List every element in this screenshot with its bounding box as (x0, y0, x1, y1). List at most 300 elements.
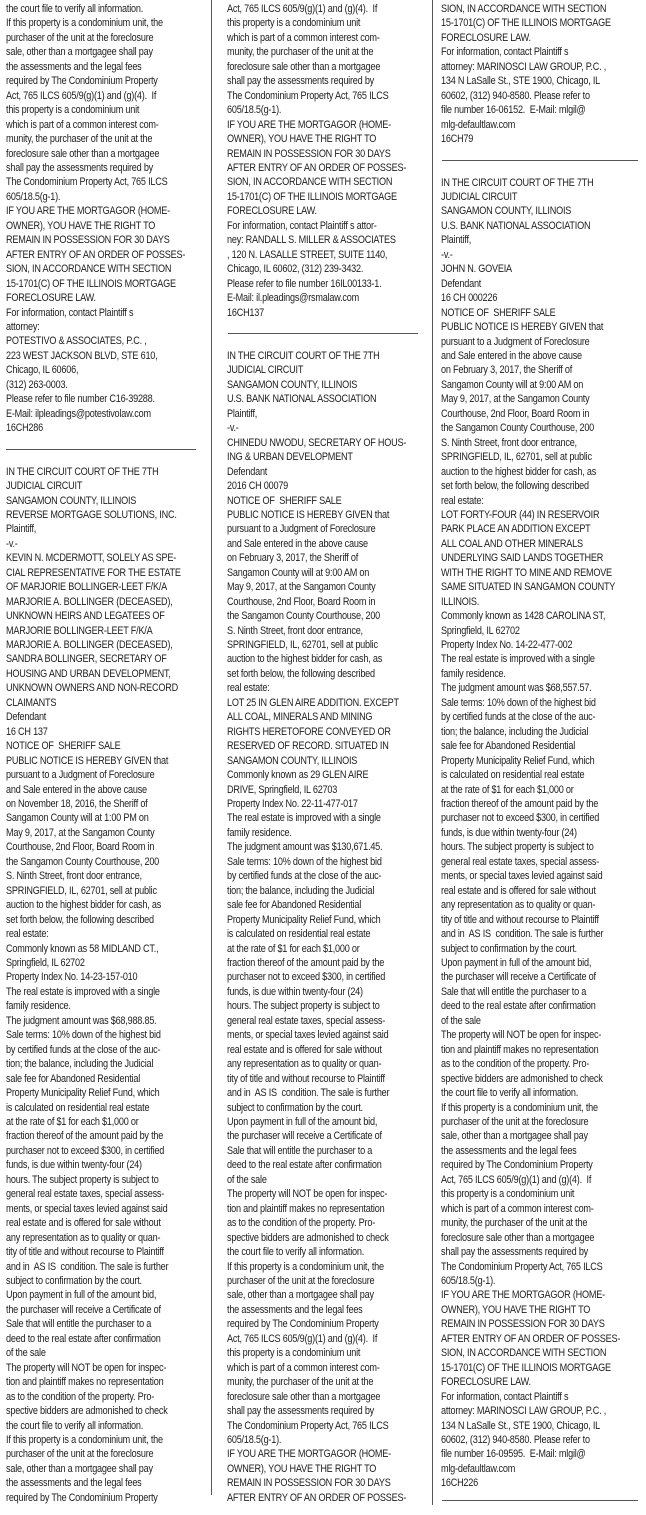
text-line: The Condominium Property Act, 765 ILCS (227, 89, 389, 102)
text-line: Chicago, IL 60602, (312) 239-3432. (227, 263, 364, 276)
text-line: the assessments and the legal fees (227, 1303, 363, 1316)
text-line: is calculated on residential real estate (441, 769, 585, 782)
text-line: and in AS IS condition. The sale is further (227, 1087, 390, 1100)
text-line: Sangamon County will at 9:00 AM on (227, 566, 370, 579)
text-line: For information, contact Plaintiff s attor- (227, 219, 377, 232)
text-line: shall pay the assessments required by (227, 1405, 375, 1418)
text-line: The judgment amount was $130,671.45. (227, 841, 383, 854)
text-line: OF MARJORIE BOLLINGER-LEET F/K/A (6, 581, 168, 594)
text-line: purchaser of the unit at the foreclosure (441, 1115, 589, 1128)
text-line: this property is a condominium unit (441, 1188, 575, 1201)
text-line: of the sale (441, 1014, 481, 1027)
text-line: set forth below, the following described (227, 667, 375, 680)
text-line: deed to the real estate after confirmation (441, 1000, 596, 1013)
text-line: Chicago, IL 60606, (6, 364, 79, 377)
text-line: Courthouse, 2nd Floor, Board Room in (441, 407, 590, 420)
text-line: required by The Condominium Property (441, 1159, 593, 1172)
column-divider (432, 0, 433, 1505)
text-line: REMAIN IN POSSESSION FOR 30 DAYS (441, 1318, 605, 1331)
text-line: Sale terms: 10% down of the highest bid (441, 696, 596, 709)
text-line: Property Index No. 22-11-477-017 (227, 798, 358, 811)
text-line: which is part of a common interest com- (227, 31, 380, 44)
legal-notice (441, 176, 639, 1491)
text-line: -v.- (227, 422, 239, 435)
text-line: Sale that will entitle the purchaser to a (227, 1144, 373, 1157)
text-line: hours. The subject property is subject to (441, 841, 594, 854)
text-line: sale fee for Abandoned Residential (227, 899, 362, 912)
text-line: S. Ninth Street, front door entrance, (6, 870, 142, 883)
text-line: hours. The subject property is subject to (227, 1000, 380, 1013)
text-line: is calculated on residential real estate (6, 1101, 150, 1114)
text-line: on February 3, 2017, the Sheriff of (441, 364, 573, 377)
text-line: attorney: (6, 320, 40, 333)
text-line: sale, other than a mortgagee shall pay (6, 1462, 153, 1475)
text-line: OWNER), YOU HAVE THE RIGHT TO (441, 1303, 591, 1316)
text-line: SAME SITUATED IN SANGAMON COUNTY (441, 581, 616, 594)
text-line: ments, or special taxes levied against said (227, 1029, 389, 1042)
text-line: subject to confirmation by the court. (441, 942, 577, 955)
text-line: tion and plaintiff makes no representation (441, 1043, 599, 1056)
text-line: Courthouse, 2nd Floor, Board Room in (227, 595, 376, 608)
text-line: munity, the purchaser of the unit at the (227, 46, 374, 59)
text-line: any representation as to quality or quan- (6, 1231, 161, 1244)
text-line: REVERSE MORTGAGE SOLUTIONS, INC. (6, 508, 177, 521)
text-line: NOTICE OF SHERIFF SALE (6, 740, 121, 753)
text-line: as to the condition of the property. Pro- (227, 1217, 376, 1230)
text-line: WITH THE RIGHT TO MINE AND REMOVE (441, 566, 612, 579)
text-line: Act, 765 ILCS 605/9(g)(1) and (g)(4). If (6, 89, 157, 102)
text-line: REMAIN IN POSSESSION FOR 30 DAYS (6, 234, 170, 247)
text-line: RESERVED OF RECORD. SITUATED IN (227, 740, 389, 753)
text-line: this property is a condominium unit (227, 17, 361, 30)
text-line: The real estate is improved with a single (441, 653, 595, 666)
text-line: of the sale (6, 1347, 46, 1360)
text-line: OWNER), YOU HAVE THE RIGHT TO (227, 133, 377, 146)
text-line: and in AS IS condition. The sale is further (441, 928, 604, 941)
text-line: REMAIN IN POSSESSION FOR 30 DAYS (227, 1477, 391, 1490)
text-line: sale, other than a mortgagee shall pay (6, 46, 153, 59)
text-line: The real estate is improved with a single (227, 812, 381, 825)
text-line: which is part of a common interest com- (441, 1202, 594, 1215)
text-line: REMAIN IN POSSESSION FOR 30 DAYS (227, 147, 391, 160)
text-line: For information, contact Plaintiff s (6, 306, 134, 319)
text-line: required by The Condominium Property (227, 1318, 379, 1331)
text-line: ILLINOIS. (441, 595, 480, 608)
text-line: purchaser not to exceed $300, in certified (227, 971, 386, 984)
text-line: If this property is a condominium unit, the (227, 1260, 384, 1273)
text-line: The judgment amount was $68,988.85. (6, 1014, 157, 1027)
text-line: NOTICE OF SHERIFF SALE (441, 306, 556, 319)
column-divider (211, 0, 212, 1495)
text-line: AFTER ENTRY OF AN ORDER OF POSSES- (6, 248, 186, 261)
text-line: Property Index No. 14-23-157-010 (6, 971, 138, 984)
text-line: pursuant to a Judgment of Foreclosure (227, 523, 376, 536)
text-line: tion; the balance, including the Judicial (441, 725, 589, 738)
text-line: For information, contact Plaintiff s (441, 46, 569, 59)
text-line: May 9, 2017, at the Sangamon County (441, 393, 590, 406)
text-line: shall pay the assessments required by (227, 75, 375, 88)
text-line: 605/18.5(g-1). (441, 1274, 496, 1287)
text-line: SANGAMON COUNTY, ILLINOIS (6, 494, 137, 507)
text-line: fraction thereof of the amount paid by the (6, 1130, 164, 1143)
text-line: IF YOU ARE THE MORTGAGOR (HOME- (441, 1289, 605, 1302)
text-line: SION, IN ACCORDANCE WITH SECTION (227, 176, 393, 189)
text-line: SPRINGFIELD, IL, 62701, sell at public (6, 884, 157, 897)
text-line: ments, or special taxes levied against said (6, 1202, 168, 1215)
text-line: fraction thereof of the amount paid by the (227, 957, 385, 969)
text-line: U.S. BANK NATIONAL ASSOCIATION (441, 219, 591, 232)
text-line: SION, IN ACCORDANCE WITH SECTION (441, 3, 607, 15)
text-line: Sale that will entitle the purchaser to a (6, 1318, 152, 1331)
text-line: which is part of a common interest com- (227, 1361, 380, 1374)
text-line: tion and plaintiff makes no representation (6, 1376, 164, 1389)
text-line: munity, the purchaser of the unit at the (6, 133, 153, 146)
text-line: family residence. (227, 826, 292, 839)
text-line: munity, the purchaser of the unit at the (441, 1217, 588, 1230)
text-line: file number 16-09595. E-Mail: mlgil@ (441, 1448, 586, 1461)
text-line: 605/18.5(g-1). (227, 1433, 282, 1446)
text-line: , 120 N. LASALLE STREET, SUITE 1140, (227, 248, 388, 261)
text-line: The Condominium Property Act, 765 ILCS (227, 1419, 389, 1432)
text-line: FORECLOSURE LAW. (227, 205, 317, 218)
text-line: Springfield, IL 62702 (441, 624, 520, 637)
text-line: Sale terms: 10% down of the highest bid (227, 855, 382, 868)
text-line: IF YOU ARE THE MORTGAGOR (HOME- (6, 205, 170, 218)
text-line: FORECLOSURE LAW. (441, 31, 531, 44)
text-line: subject to confirmation by the court. (227, 1101, 363, 1114)
text-line: Act, 765 ILCS 605/9(g)(1) and (g)(4). If (227, 3, 378, 15)
text-line: tity of title and without recourse to Plaintiff (6, 1246, 164, 1259)
notice-continuation (6, 2, 199, 436)
text-line: IF YOU ARE THE MORTGAGOR (HOME- (227, 118, 391, 131)
text-line: the purchaser will receive a Certificate of (441, 971, 596, 984)
text-line: E-Mail: il.pleadings@rsmalaw.com (227, 292, 359, 305)
text-line: and Sale entered in the above cause (6, 783, 147, 796)
text-line: auction to the highest bidder for cash, as (441, 465, 597, 478)
text-line: real estate: (227, 682, 270, 695)
text-line: ments, or special taxes levied against said (441, 870, 603, 883)
text-line: auction to the highest bidder for cash, as (227, 653, 383, 666)
text-line: PARK PLACE AN ADDITION EXCEPT (441, 523, 591, 536)
text-line: the assessments and the legal fees (6, 60, 142, 73)
text-line: any representation as to quality or quan- (227, 1058, 382, 1071)
text-line: Upon payment in full of the amount bid, (441, 957, 592, 969)
text-line: PUBLIC NOTICE IS HEREBY GIVEN that (227, 508, 390, 521)
text-line: Defendant (227, 465, 268, 478)
text-line: RIGHTS HERETOFORE CONVEYED OR (227, 725, 391, 738)
text-line: tion; the balance, including the Judicial (6, 1058, 154, 1071)
text-line: -v.- (6, 537, 18, 550)
text-line: the court file to verify all information. (6, 1419, 144, 1432)
text-line: the assessments and the legal fees (441, 1144, 577, 1157)
text-line: by certified funds at the close of the auc- (227, 870, 382, 883)
text-line: 2016 CH 00079 (227, 480, 289, 493)
text-line: Act, 765 ILCS 605/9(g)(1) and (g)(4). If (441, 1173, 592, 1186)
text-line: funds, is due within twenty-four (24) (227, 985, 363, 998)
text-line: UNDERLYING SAID LANDS TOGETHER (441, 552, 604, 565)
text-line: Property Index No. 14-22-477-002 (441, 639, 573, 652)
text-line: 16CH137 (227, 306, 264, 319)
text-line: CLAIMANTS (6, 696, 57, 709)
text-line: SPRINGFIELD, IL, 62701, sell at public (227, 639, 378, 652)
text-line: 15-1701(C) OF THE ILLINOIS MORTGAGE (441, 1361, 611, 1374)
text-line: general real estate taxes, special assess- (441, 855, 600, 868)
text-line: is calculated on residential real estate (227, 928, 371, 941)
text-line: The property will NOT be open for inspec- (227, 1188, 388, 1201)
text-line: the assessments and the legal fees (6, 1477, 142, 1490)
text-line: deed to the real estate after confirmation (6, 1332, 161, 1345)
column-2 (227, 2, 420, 1515)
text-line: the purchaser will receive a Certificate of (6, 1303, 161, 1316)
text-line: real estate and is offered for sale without (6, 1217, 161, 1230)
text-line: foreclosure sale other than a mortgagee (441, 1231, 595, 1244)
text-line: on February 3, 2017, the Sheriff of (227, 552, 359, 565)
text-line: IN THE CIRCUIT COURT OF THE 7TH (6, 465, 159, 478)
text-line: tion; the balance, including the Judicial (227, 884, 375, 897)
text-line: IF YOU ARE THE MORTGAGOR (HOME- (227, 1448, 391, 1461)
text-line: general real estate taxes, special assess- (227, 1014, 386, 1027)
text-line: SANGAMON COUNTY, ILLINOIS (441, 205, 572, 218)
text-line: the court file to verify all information. (227, 1246, 365, 1259)
text-line: tity of title and without recourse to Plaintiff (441, 913, 599, 926)
text-line: attorney: MARINOSCI LAW GROUP, P.C. , (441, 60, 607, 73)
text-line: CHINEDU NWODU, SECRETARY OF HOUS- (227, 436, 407, 449)
text-line: Property Municipality Relief Fund, which (441, 754, 595, 767)
text-line: purchaser of the unit at the foreclosure (6, 1448, 154, 1461)
text-line: as to the condition of the property. Pro- (6, 1390, 155, 1403)
text-line: Sale terms: 10% down of the highest bid (6, 1029, 161, 1042)
text-line: foreclosure sale other than a mortgagee (227, 1390, 381, 1403)
text-line: Plaintiff, (441, 234, 472, 247)
text-line: -v.- (441, 248, 453, 261)
text-line: May 9, 2017, at the Sangamon County (6, 826, 155, 839)
text-line: general real estate taxes, special assess- (6, 1188, 165, 1201)
text-line: 223 WEST JACKSON BLVD, STE 610, (6, 349, 158, 362)
text-line: the court file to verify all information. (441, 1087, 579, 1100)
text-line: The property will NOT be open for inspec- (6, 1361, 167, 1374)
text-line: The real estate is improved with a single (6, 985, 160, 998)
text-line: real estate and is offered for sale without (441, 884, 596, 897)
text-line: the purchaser will receive a Certificate of (227, 1130, 382, 1143)
text-line: and in AS IS condition. The sale is further (6, 1260, 169, 1273)
text-line: at the rate of $1 for each $1,000 or (227, 942, 360, 955)
text-line: 16 CH 137 (6, 725, 48, 738)
text-line: munity, the purchaser of the unit at the (227, 1376, 374, 1389)
text-line: FORECLOSURE LAW. (6, 292, 96, 305)
text-line: required by The Condominium Property (6, 1491, 158, 1504)
text-line: PUBLIC NOTICE IS HEREBY GIVEN that (6, 754, 169, 767)
text-line: IN THE CIRCUIT COURT OF THE 7TH (227, 349, 380, 362)
text-line: LOT 25 IN GLEN AIRE ADDITION. EXCEPT (227, 696, 399, 709)
text-line: UNKNOWN OWNERS AND NON-RECORD (6, 682, 178, 695)
text-line: The property will NOT be open for inspec- (441, 1029, 602, 1042)
text-line: Upon payment in full of the amount bid, (6, 1289, 157, 1302)
text-line: on November 18, 2016, the Sheriff of (6, 798, 148, 811)
text-line: and Sale entered in the above cause (227, 537, 368, 550)
text-line: (312) 263-0003. (6, 378, 68, 391)
text-line: sale fee for Abandoned Residential (441, 740, 576, 753)
text-line: NOTICE OF SHERIFF SALE (227, 494, 342, 507)
text-line: spective bidders are admonished to check (441, 1072, 603, 1085)
text-line: Property Municipality Relief Fund, which (6, 1087, 160, 1100)
text-line: U.S. BANK NATIONAL ASSOCIATION (227, 393, 377, 406)
legal-notice (6, 465, 199, 1506)
text-line: Sale that will entitle the purchaser to a (441, 985, 587, 998)
text-line: tity of title and without recourse to Plaintiff (227, 1072, 385, 1085)
text-line: tion and plaintiff makes no representation (227, 1202, 385, 1215)
text-line: deed to the real estate after confirmation (227, 1159, 382, 1172)
text-line: real estate: (6, 928, 49, 941)
text-line: foreclosure sale other than a mortgagee (6, 147, 160, 160)
text-line: purchaser not to exceed $300, in certified (6, 1144, 165, 1157)
text-line: shall pay the assessments required by (6, 161, 154, 174)
text-line: 605/18.5(g-1). (6, 190, 61, 203)
text-line: 15-1701(C) OF THE ILLINOIS MORTGAGE (6, 277, 176, 290)
text-line: SANGAMON COUNTY, ILLINOIS (227, 754, 358, 767)
text-line: by certified funds at the close of the auc- (441, 711, 596, 724)
text-line: which is part of a common interest com- (6, 118, 159, 131)
text-line: AFTER ENTRY OF AN ORDER OF POSSES- (441, 1332, 621, 1345)
text-line: sale, other than a mortgagee shall pay (441, 1130, 588, 1143)
text-line: foreclosure sale other than a mortgagee (227, 60, 381, 73)
text-line: 134 N LaSalle St., STE 1900, Chicago, IL (441, 75, 601, 88)
text-line: attorney: MARINOSCI LAW GROUP, P.C. , (441, 1405, 607, 1418)
text-line: 605/18.5(g-1). (227, 104, 282, 117)
text-line: fraction thereof of the amount paid by the (441, 798, 599, 811)
text-line: family residence. (6, 1000, 71, 1013)
text-line: this property is a condominium unit (6, 104, 140, 117)
text-line: by certified funds at the close of the auc- (6, 1043, 161, 1056)
text-line: The Condominium Property Act, 765 ILCS (441, 1260, 603, 1273)
text-line: purchaser of the unit at the foreclosure (6, 31, 154, 44)
text-line: For information, contact Plaintiff s (441, 1390, 569, 1403)
text-line: Property Municipality Relief Fund, which (227, 913, 381, 926)
text-line: JUDICIAL CIRCUIT (441, 190, 518, 203)
text-line: The judgment amount was $68,557.57. (441, 682, 592, 695)
text-line: file number 16-06152. E-Mail: mlgil@ (441, 104, 586, 117)
text-line: Please refer to file number C16-39288. (6, 393, 155, 406)
text-line: and Sale entered in the above cause (441, 349, 582, 362)
text-line: SPRINGFIELD, IL, 62701, sell at public (441, 451, 592, 464)
text-line: JUDICIAL CIRCUIT (6, 480, 83, 493)
text-line: E-Mail: ilpleadings@potestivolaw.com (6, 407, 151, 420)
text-line: set forth below, the following described (441, 480, 589, 493)
text-line: Defendant (441, 277, 482, 290)
text-line: 16CH79 (441, 133, 474, 146)
text-line: UNKNOWN HEIRS AND LEGATEES OF (6, 610, 165, 623)
text-line: CIAL REPRESENTATIVE FOR THE ESTATE (6, 566, 181, 579)
notice-continuation (441, 2, 639, 147)
notice-continuation (227, 2, 420, 320)
text-line: pursuant to a Judgment of Foreclosure (6, 769, 155, 782)
text-line: Springfield, IL 62702 (6, 957, 85, 969)
text-line: May 9, 2017, at the Sangamon County (227, 581, 376, 594)
text-line: the Sangamon County Courthouse, 200 (441, 422, 595, 435)
text-line: If this property is a condominium unit, the (441, 1101, 598, 1114)
text-line: at the rate of $1 for each $1,000 or (6, 1115, 139, 1128)
text-line: MARJORIE BOLLINGER-LEET F/K/A (6, 624, 153, 637)
text-line: Please refer to file number 16IL00133-1. (227, 277, 382, 290)
text-line: 60602, (312) 940-8580. Please refer to (441, 89, 590, 102)
text-line: as to the condition of the property. Pro- (441, 1058, 590, 1071)
text-line: OWNER), YOU HAVE THE RIGHT TO (227, 1462, 377, 1475)
text-line: SANDRA BOLLINGER, SECRETARY OF (6, 653, 167, 666)
text-line: 60602, (312) 940-8580. Please refer to (441, 1433, 590, 1446)
text-line: the Sangamon County Courthouse, 200 (227, 610, 381, 623)
text-line: JUDICIAL CIRCUIT (227, 364, 304, 377)
text-line: Commonly known as 58 MIDLAND CT., (6, 942, 159, 955)
text-line: ALL COAL, MINERALS AND MINING (227, 711, 373, 724)
text-line: any representation as to quality or quan- (441, 899, 596, 912)
text-line: purchaser of the unit at the foreclosure (227, 1274, 375, 1287)
text-line: IN THE CIRCUIT COURT OF THE 7TH (441, 176, 594, 189)
text-line: this property is a condominium unit (227, 1347, 361, 1360)
text-line: Upon payment in full of the amount bid, (227, 1115, 378, 1128)
text-line: sale fee for Abandoned Residential (6, 1072, 141, 1085)
text-line: required by The Condominium Property (6, 75, 158, 88)
text-line: S. Ninth Street, front door entrance, (441, 436, 577, 449)
text-line: of the sale (227, 1173, 267, 1186)
text-line: Sangamon County will at 1:00 PM on (6, 812, 149, 825)
text-line: SION, IN ACCORDANCE WITH SECTION (6, 263, 172, 276)
text-line: HOUSING AND URBAN DEVELOPMENT, (6, 667, 171, 680)
text-line: the court file to verify all information. (6, 3, 144, 15)
text-line: mlg-defaultlaw.com (441, 118, 516, 131)
text-line: hours. The subject property is subject to (6, 1173, 159, 1186)
text-line: 134 N LaSalle St., STE 1900, Chicago, IL (441, 1419, 601, 1432)
text-line: AFTER ENTRY OF AN ORDER OF POSSES- (227, 161, 407, 174)
text-line: SANGAMON COUNTY, ILLINOIS (227, 378, 358, 391)
text-line: set forth below, the following described (6, 913, 154, 926)
text-line: mlg-defaultlaw.com (441, 1462, 516, 1475)
text-line: If this property is a condominium unit, the (6, 1433, 163, 1446)
text-line: FORECLOSURE LAW. (441, 1376, 531, 1389)
text-line: 16CH286 (6, 422, 43, 435)
text-line: the Sangamon County Courthouse, 200 (6, 855, 160, 868)
text-line: Courthouse, 2nd Floor, Board Room in (6, 841, 155, 854)
text-line: Commonly known as 29 GLEN AIRE (227, 769, 369, 782)
column-1 (6, 2, 199, 1515)
text-line: real estate: (441, 494, 484, 507)
text-line: Sangamon County will at 9:00 AM on (441, 378, 584, 391)
text-line: PUBLIC NOTICE IS HEREBY GIVEN that (441, 321, 604, 334)
text-line: ney: RANDALL S. MILLER & ASSOCIATES (227, 234, 396, 247)
text-line: funds, is due within twenty-four (24) (441, 826, 577, 839)
text-line: LOT FORTY-FOUR (44) IN RESERVOIR (441, 508, 600, 521)
text-line: 16CH226 (441, 1477, 478, 1490)
text-line: sale, other than a mortgagee shall pay (227, 1289, 374, 1302)
text-line: SION, IN ACCORDANCE WITH SECTION (441, 1347, 607, 1360)
text-line: at the rate of $1 for each $1,000 or (441, 783, 574, 796)
text-line: real estate and is offered for sale without (227, 1043, 382, 1056)
text-line: Plaintiff, (6, 523, 37, 536)
text-line: 15-1701(C) OF THE ILLINOIS MORTGAGE (441, 17, 611, 30)
text-line: If this property is a condominium unit, the (6, 17, 163, 30)
text-line: Commonly known as 1428 CAROLINA ST, (441, 610, 606, 623)
text-line: MARJORIE A. BOLLINGER (DECEASED), (6, 595, 173, 608)
text-line: pursuant to a Judgment of Foreclosure (441, 335, 590, 348)
text-line: spective bidders are admonished to check (6, 1405, 168, 1418)
text-line: funds, is due within twenty-four (24) (6, 1159, 142, 1172)
text-line: MARJORIE A. BOLLINGER (DECEASED), (6, 639, 173, 652)
column-3 (441, 2, 639, 1515)
legal-notice (227, 349, 420, 1505)
text-line: The Condominium Property Act, 765 ILCS (6, 176, 168, 189)
text-line: purchaser not to exceed $300, in certified (441, 812, 600, 825)
text-line: ING & URBAN DEVELOPMENT (227, 451, 353, 464)
text-line: Plaintiff, (227, 407, 258, 420)
text-line: S. Ninth Street, front door entrance, (227, 624, 363, 637)
